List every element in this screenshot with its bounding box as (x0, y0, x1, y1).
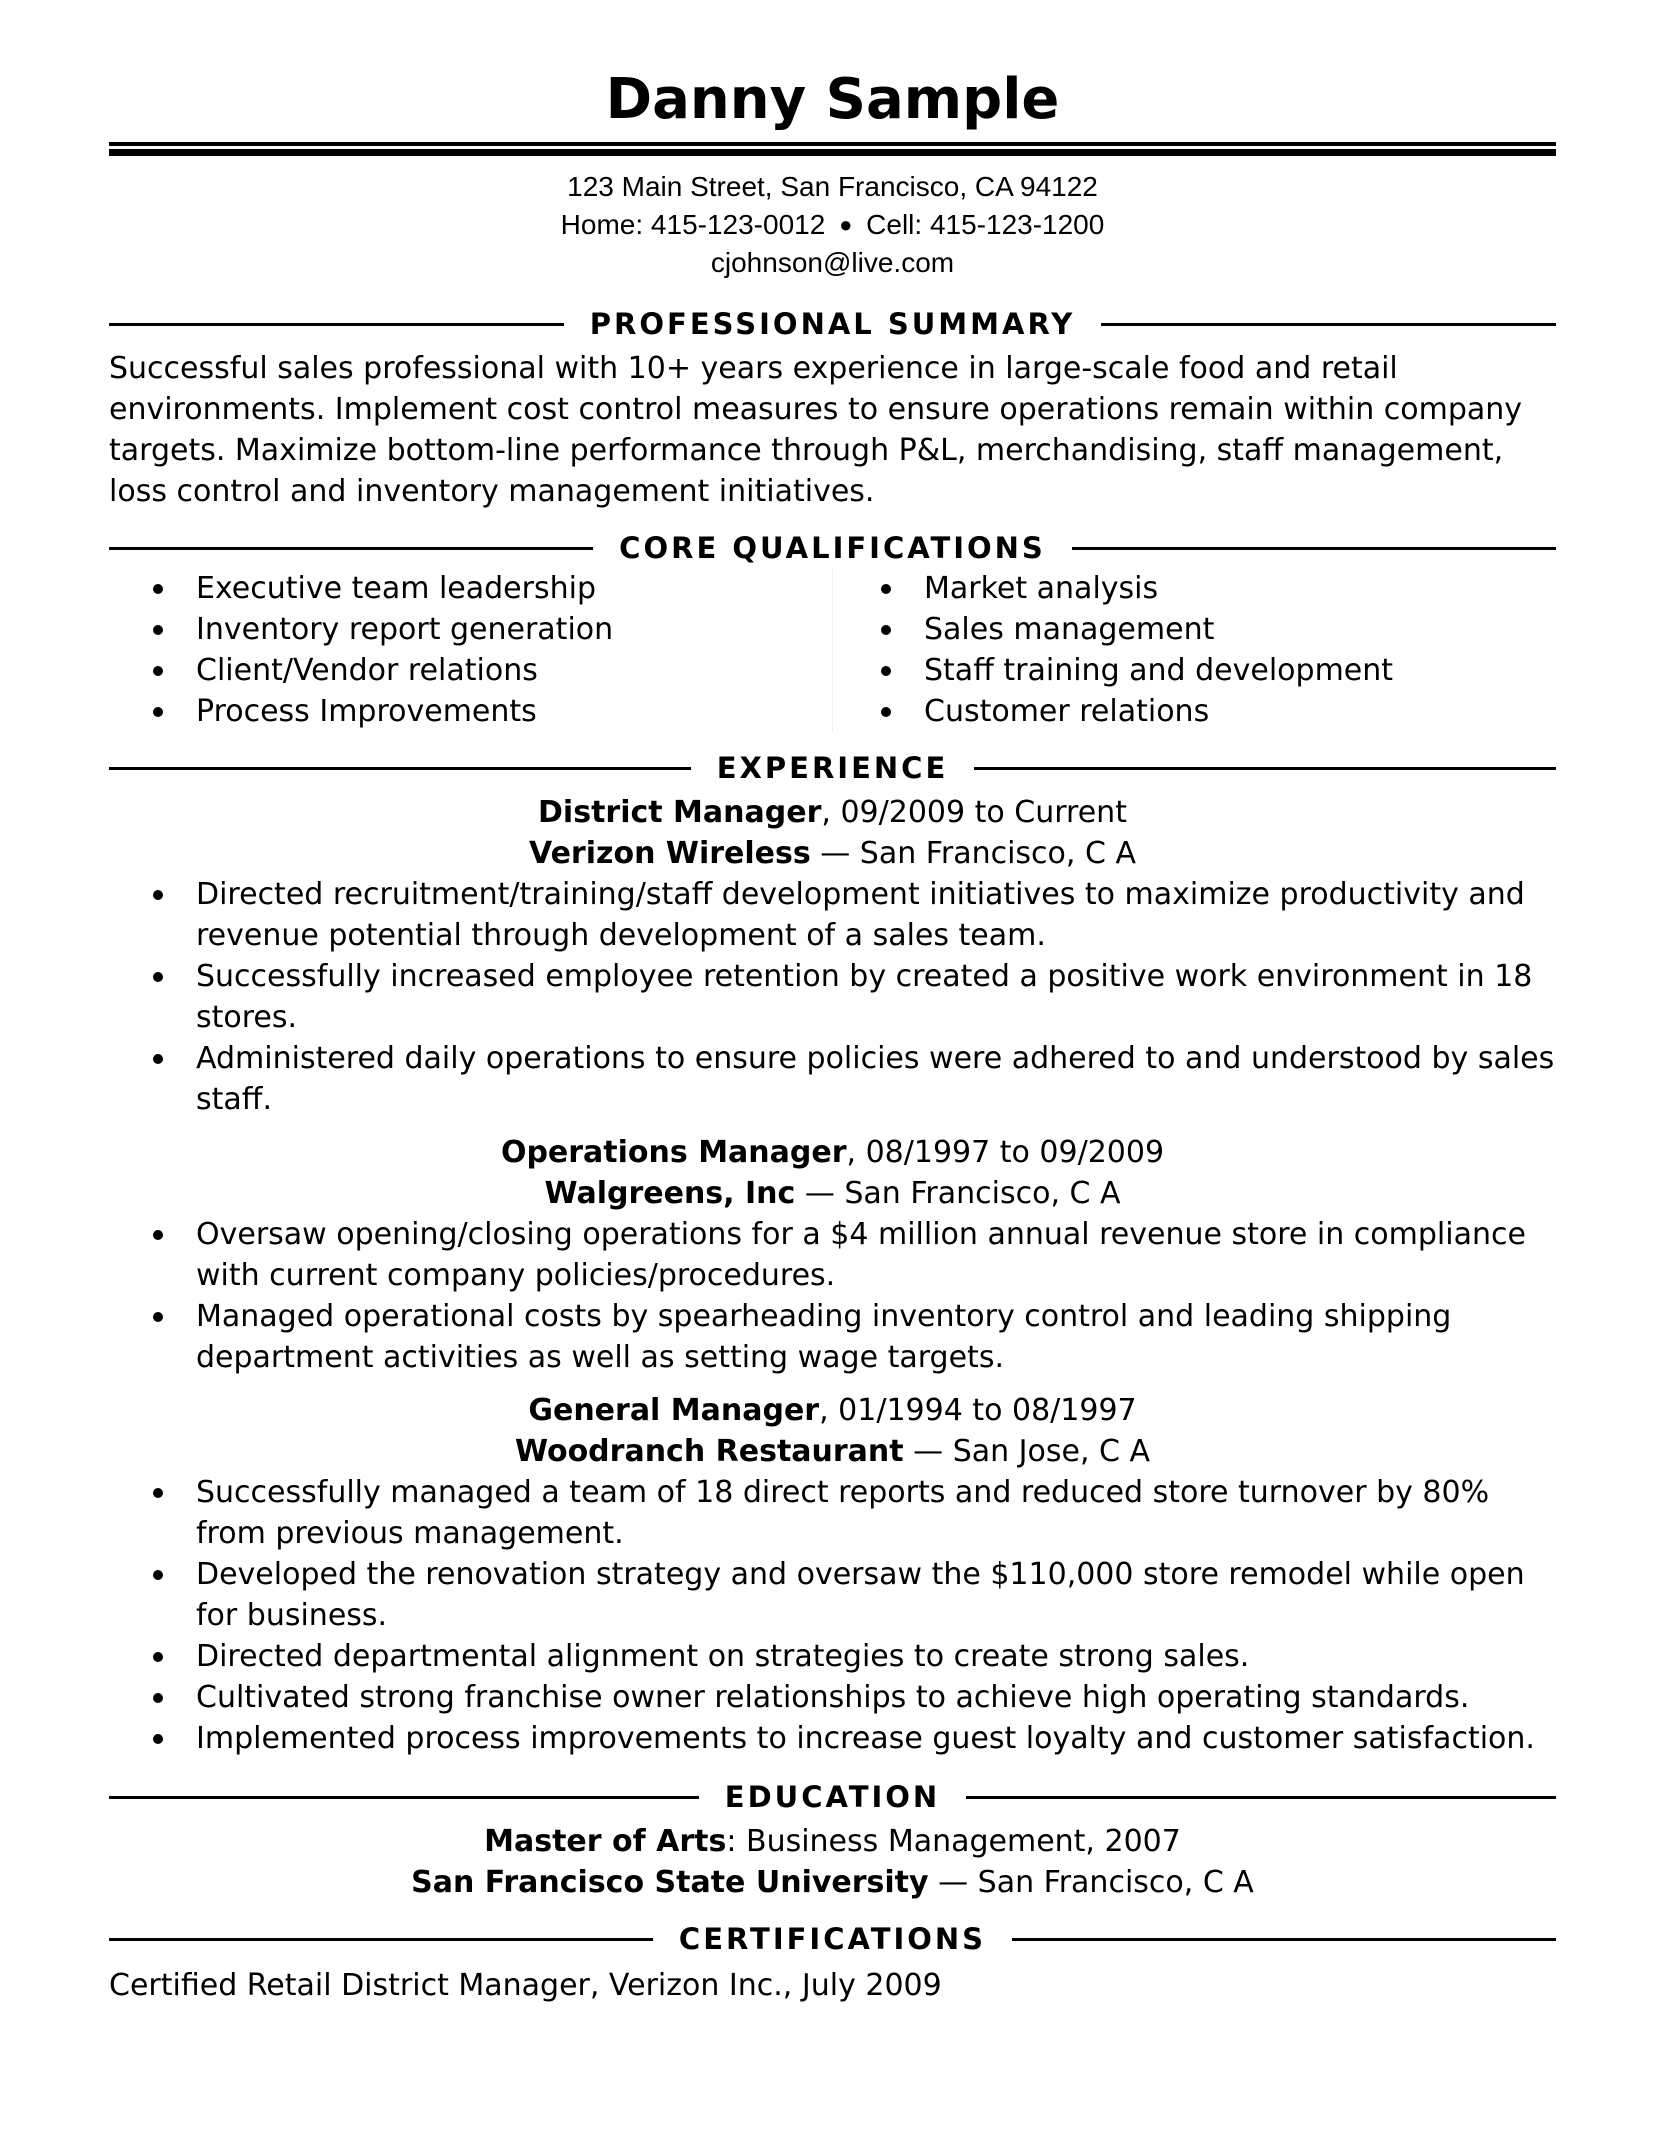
list-item-text: Sales management (924, 612, 1215, 647)
school-line (109, 1862, 1556, 1903)
divider-line (109, 1796, 699, 1799)
home-phone: Home: 415-123-0012 (560, 209, 826, 240)
section-heading-qualifications (109, 528, 1556, 568)
email: cjohnson@live.com (710, 247, 955, 278)
bullet-icon (153, 1734, 163, 1744)
job-title: District Manager (538, 795, 822, 830)
list-item (833, 691, 1556, 732)
job-company-line (109, 1431, 1556, 1472)
section-heading-education (109, 1777, 1556, 1817)
list-item (109, 874, 1556, 956)
job-bullets (109, 874, 1556, 1120)
job-entry (109, 1390, 1556, 1759)
list-item (109, 1038, 1556, 1120)
degree: Master of Arts (484, 1824, 727, 1859)
list-item-text: Client/Vendor relations (196, 653, 538, 688)
job-dates: , 08/1997 to 09/2009 (846, 1135, 1165, 1170)
contact-block (109, 168, 1556, 282)
list-item-text: Managed operational costs by spearheading inventory control and leading shipping department activities as well as setting wage targets. (196, 1299, 1452, 1375)
section-title: EXPERIENCE (716, 751, 949, 785)
section-title: CORE QUALIFICATIONS (619, 531, 1046, 565)
job-location: — San Jose, C A (903, 1434, 1151, 1469)
job-title-line (109, 792, 1556, 833)
divider-line (1012, 1938, 1556, 1941)
bullet-icon (153, 1054, 163, 1064)
bullet-icon (153, 1693, 163, 1703)
list-item (109, 609, 832, 650)
school: San Francisco State University (411, 1865, 929, 1900)
divider-line (109, 323, 564, 326)
divider-line (1072, 547, 1556, 550)
school-location: — San Francisco, C A (928, 1865, 1254, 1900)
job-title-line (109, 1132, 1556, 1173)
list-item-text: Cultivated strong franchise owner relationships to achieve high operating standards. (196, 1680, 1470, 1715)
list-item-text: Administered daily operations to ensure policies were adhered to and understood by sales staff. (196, 1041, 1555, 1117)
bullet-icon (881, 625, 891, 635)
list-item-text: Directed recruitment/training/staff development initiatives to maximize productivity and revenue potential through development of a sales team. (196, 877, 1525, 953)
education-entry (109, 1821, 1556, 1903)
list-item (833, 650, 1556, 691)
divider-line (1101, 323, 1556, 326)
list-item-text: Process Improvements (196, 694, 537, 729)
divider-line (109, 1938, 653, 1941)
list-item-text: Executive team leadership (196, 571, 596, 606)
bullet-icon (153, 1488, 163, 1498)
list-item-text: Directed departmental alignment on strategies to create strong sales. (196, 1639, 1250, 1674)
list-item-text: Developed the renovation strategy and oversaw the $110,000 store remodel while open for business. (196, 1557, 1525, 1633)
section-heading-summary (109, 304, 1556, 344)
job-dates: , 09/2009 to Current (821, 795, 1127, 830)
job-entry (109, 1132, 1556, 1378)
list-item (833, 568, 1556, 609)
list-item-text: Successfully managed a team of 18 direct reports and reduced store turnover by 80% from previous management. (196, 1475, 1490, 1551)
section-heading-certifications (109, 1919, 1556, 1959)
qualifications-right-list (833, 568, 1556, 732)
divider-line (974, 767, 1556, 770)
qualifications-right-column (833, 568, 1556, 732)
bullet-icon (153, 1570, 163, 1580)
bullet-icon (881, 584, 891, 594)
job-bullets (109, 1472, 1556, 1759)
job-location: — San Francisco, C A (810, 836, 1136, 871)
bullet-icon (153, 1230, 163, 1240)
bullet-icon (153, 972, 163, 982)
job-bullets (109, 1214, 1556, 1378)
list-item-text: Customer relations (924, 694, 1210, 729)
list-item (109, 1472, 1556, 1554)
divider-line (109, 767, 691, 770)
list-item (109, 1636, 1556, 1677)
list-item-text: Market analysis (924, 571, 1159, 606)
bullet-icon (153, 625, 163, 635)
job-dates: , 01/1994 to 08/1997 (819, 1393, 1137, 1428)
list-item-text: Oversaw opening/closing operations for a $4 million annual revenue store in compliance with current company policies/procedures. (196, 1217, 1526, 1293)
list-item-text: Staff training and development (924, 653, 1394, 688)
bullet-icon (153, 666, 163, 676)
job-company: Woodranch Restaurant (514, 1434, 904, 1469)
job-company: Verizon Wireless (529, 836, 811, 871)
list-item (109, 650, 832, 691)
summary-text: Successful sales professional with 10+ years experience in large-scale food and retail environments. Implement cost control measures to ensure operations remain within company targets. Maximize bottom-line performance through P&L, merchandising, staff management, loss control and inventory management initiatives. (109, 351, 1523, 509)
divider-line (109, 547, 593, 550)
job-company-line (109, 1173, 1556, 1214)
list-item (109, 1296, 1556, 1378)
bullet-icon (881, 666, 891, 676)
job-title-line (109, 1390, 1556, 1431)
list-item (833, 609, 1556, 650)
qualifications-left-list (109, 568, 832, 732)
job-title: General Manager (528, 1393, 820, 1428)
address: 123 Main Street, San Francisco, CA 94122 (567, 171, 1098, 202)
candidate-name: Danny Sample (605, 67, 1060, 132)
list-item (109, 568, 832, 609)
bullet-icon (153, 1652, 163, 1662)
bullet-icon (153, 1312, 163, 1322)
bullet-separator-icon: ● (839, 212, 853, 237)
list-item (109, 956, 1556, 1038)
bullet-icon (153, 707, 163, 717)
job-company: Walgreens, Inc (544, 1176, 796, 1211)
list-item (109, 1718, 1556, 1759)
list-item (109, 1554, 1556, 1636)
degree-line (109, 1821, 1556, 1862)
degree-field: : Business Management, 2007 (726, 1824, 1181, 1859)
section-title: EDUCATION (724, 1780, 941, 1814)
certification-entry: Certified Retail District Manager, Verizon Inc., July 2009 (109, 1968, 942, 2003)
section-heading-experience (109, 748, 1556, 788)
list-item-text: Successfully increased employee retention by created a positive work environment in 18 stores. (196, 959, 1533, 1035)
job-company-line (109, 833, 1556, 874)
list-item (109, 1214, 1556, 1296)
list-item-text: Implemented process improvements to increase guest loyalty and customer satisfaction. (196, 1721, 1535, 1756)
list-item (109, 691, 832, 732)
bullet-icon (153, 584, 163, 594)
bullet-icon (153, 890, 163, 900)
section-title: CERTIFICATIONS (678, 1922, 987, 1956)
divider-line (966, 1796, 1556, 1799)
resume-page (109, 58, 1556, 2006)
job-location: — San Francisco, C A (795, 1176, 1121, 1211)
job-title: Operations Manager (500, 1135, 847, 1170)
header-divider (109, 142, 1556, 156)
qualifications-left-column (109, 568, 833, 732)
phone-line (109, 206, 1556, 244)
experience-list (109, 792, 1556, 1759)
section-title: PROFESSIONAL SUMMARY (589, 307, 1076, 341)
qualifications-grid (109, 568, 1556, 732)
job-entry (109, 792, 1556, 1120)
list-item-text: Inventory report generation (196, 612, 614, 647)
list-item (109, 1677, 1556, 1718)
cell-phone: Cell: 415-123-1200 (866, 209, 1105, 240)
bullet-icon (881, 707, 891, 717)
